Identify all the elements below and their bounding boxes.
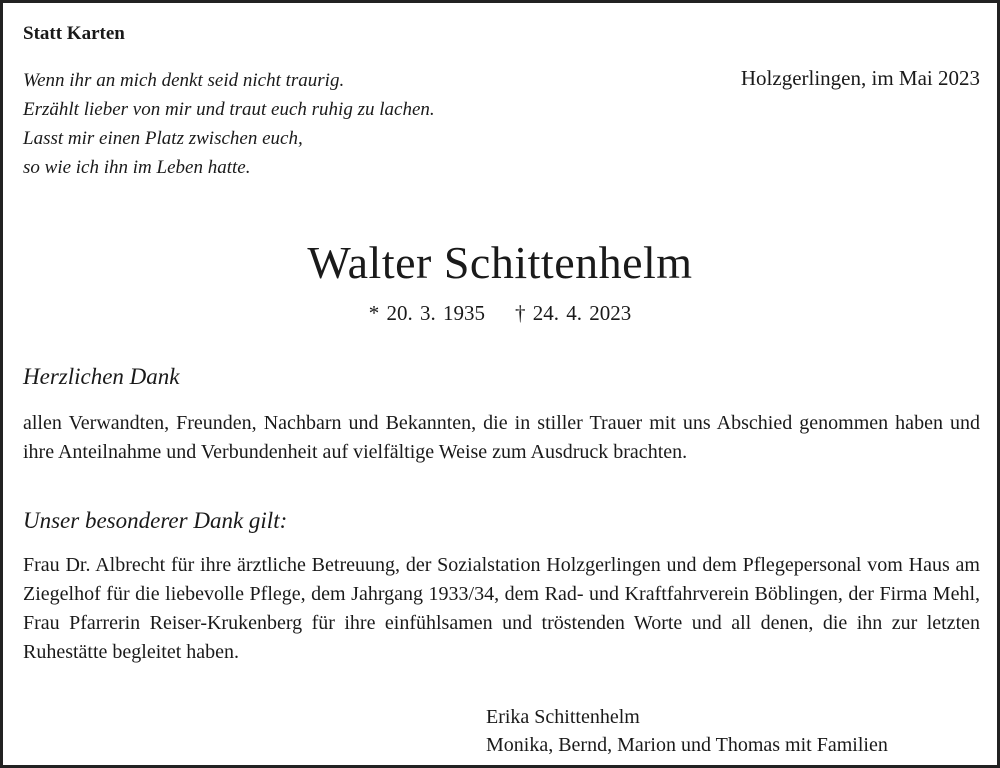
special-thanks-heading: Unser besonderer Dank gilt: <box>23 508 288 533</box>
poem <box>23 66 435 182</box>
deceased-name: Walter Schittenhelm <box>307 237 693 288</box>
thanks-paragraph: allen Verwandten, Freunden, Nachbarn und Bekannten, die in stiller Trauer mit uns Abschied genommen haben und ihre Anteilnahme und Verbundenheit auf vielfältige Weise zum Ausdruck brachten. <box>23 412 980 463</box>
signer-line: Monika, Bernd, Marion und Thomas mit Familien <box>486 734 888 756</box>
poem-line: Lasst mir einen Platz zwischen euch, <box>23 128 303 149</box>
poem-line: so wie ich ihn im Leben hatte. <box>23 157 251 178</box>
death-date: † 24. 4. 2023 <box>515 301 632 325</box>
header-title: Statt Karten <box>23 23 125 44</box>
special-thanks-paragraph: Frau Dr. Albrecht für ihre ärztliche Betreuung, der Sozialstation Holzgerlingen und dem Pflegepersonal vom Haus am Ziegelhof für die liebevolle Pflege, dem Jahrgang 1933/34, dem Rad- und Kraftfahrverein Böblingen, der Firma Mehl, Frau Pfarrerin Reiser-Krukenberg für ihre einfühlsamen und tröstenden Worte und all denen, die ihn zur letzten Ruhestätte begleitet haben. <box>23 554 980 663</box>
poem-line: Wenn ihr an mich denkt seid nicht traurig. <box>23 70 345 91</box>
poem-line: Erzählt lieber von mir und traut euch ruhig zu lachen. <box>23 99 435 120</box>
thanks-heading: Herzlichen Dank <box>23 364 180 389</box>
life-dates <box>3 301 997 326</box>
place-date: Holzgerlingen, im Mai 2023 <box>740 66 980 90</box>
signers <box>486 703 888 759</box>
birth-date: * 20. 3. 1935 <box>368 301 485 325</box>
signer-line: Erika Schittenhelm <box>486 706 640 728</box>
